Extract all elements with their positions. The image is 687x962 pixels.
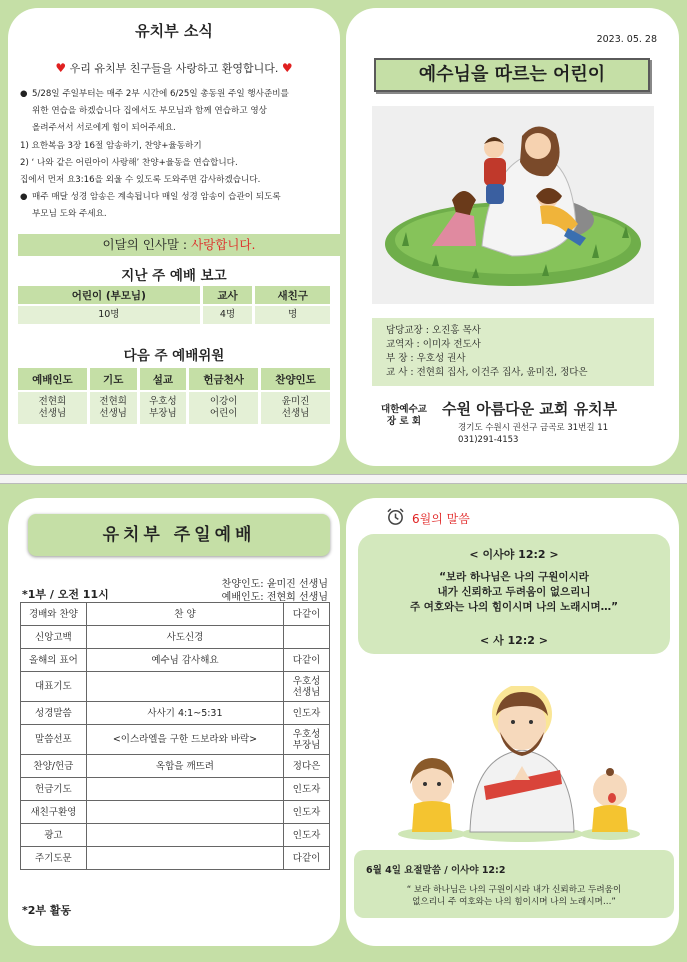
memory-verse-title: 6월 4일 요절말씀 / 이사야 12:2 [366, 865, 506, 876]
service-leader: 인도자 [284, 778, 330, 801]
table-row [21, 672, 330, 702]
heart-icon: ♥ [281, 61, 293, 75]
table-row [21, 603, 330, 626]
service-leader: 정다은 [284, 755, 330, 778]
table-cell: 윤미진 선생님 [261, 392, 330, 424]
denomination: 대한예수교 장 로 회 [381, 404, 427, 427]
page-divider [0, 474, 687, 484]
memory-verse-box [354, 850, 674, 918]
service-item: 올해의 표어 [21, 649, 87, 672]
bulletin-date: 2023. 05. 28 [596, 34, 657, 45]
alarm-clock-icon [386, 507, 405, 526]
table-row [21, 824, 330, 847]
service-item: 헌금기도 [21, 778, 87, 801]
news-panel [8, 8, 340, 466]
staff-line: 교역자 : 이미자 전도사 [386, 339, 481, 350]
service-content: <이스라엘을 구한 드보라와 바락> [86, 725, 283, 755]
table-row [21, 649, 330, 672]
order-of-service-table [20, 602, 330, 870]
staff-line: 담당교장 : 오진홍 목사 [386, 325, 481, 336]
table-cell: 이강이 어린이 [189, 392, 258, 424]
part1-label: *1부 / 오전 11시 [22, 588, 109, 601]
verse-box [358, 534, 670, 654]
service-item: 신앙고백 [21, 626, 87, 649]
verse-ref-bottom: < 사 12:2 > [480, 634, 548, 647]
service-item: 경배와 찬양 [21, 603, 87, 626]
table-cell: 4명 [203, 306, 253, 324]
part2-label: *2부 활동 [22, 904, 72, 917]
service-item: 성경말씀 [21, 702, 87, 725]
table-cell: 명 [255, 306, 330, 324]
church-name: 수원 아름다운 교회 유치부 [442, 400, 618, 418]
cover-banner: 예수님을 따르는 어린이 [374, 58, 650, 92]
table-row [21, 702, 330, 725]
table-header: 새친구 [255, 286, 330, 304]
table-cell: 10명 [18, 306, 200, 324]
table-header: 찬양인도 [261, 368, 330, 390]
welcome-line [8, 60, 340, 76]
worship-leader: 예배인도: 전현희 선생님 [221, 592, 328, 603]
service-content: 찬 양 [86, 603, 283, 626]
greeting-value: 사랑합니다. [191, 237, 256, 252]
service-panel [8, 498, 340, 946]
last-week-table [15, 284, 333, 326]
table-row [21, 755, 330, 778]
service-leader: 우호성 선생님 [284, 672, 330, 702]
service-content [86, 824, 283, 847]
praise-leader: 찬양인도: 윤미진 선생님 [221, 579, 328, 590]
service-content: 옥합을 깨뜨려 [86, 755, 283, 778]
service-content [86, 778, 283, 801]
verse-text: “보라 하나님은 나의 구원이시라 내가 신뢰하고 두려움이 없으리니 주 여호와는 나의 힘이시며 나의 노래시며…” [409, 571, 619, 613]
news-title: 유치부 소식 [135, 22, 213, 40]
welcome-text: 우리 유치부 친구들을 사랑하고 환영합니다. [69, 62, 279, 75]
greeting-label: 이달의 인사말 : [102, 237, 188, 252]
jesus-children-illustration [372, 106, 654, 304]
table-cell: 전현희 선생님 [90, 392, 137, 424]
service-content: 사사기 4:1~5:31 [86, 702, 283, 725]
table-header: 헌금천사 [189, 368, 258, 390]
news-line: 1) 요한복음 3장 16절 암송하기, 찬양+율동하기 [20, 140, 202, 151]
service-content: 사도신경 [86, 626, 283, 649]
service-content [86, 847, 283, 870]
verse-ref-top: < 이사야 12:2 > [469, 548, 559, 561]
praying-jesus-children-illustration [372, 686, 662, 846]
news-line: ● 매주 매달 성경 암송은 계속됩니다 매일 성경 암송이 습관이 되도록 [20, 192, 281, 203]
table-row [21, 626, 330, 649]
last-week-title: 지난 주 예배 보고 [121, 268, 227, 284]
service-content: 예수님 감사해요 [86, 649, 283, 672]
church-address: 경기도 수원시 권선구 금곡로 31번길 11 [458, 423, 609, 433]
news-line: 2) ‘ 나와 같은 어린아이 사랑해’ 찬양+율동을 연습합니다. [20, 157, 238, 168]
news-line: 올려주셔서 서로에게 힘이 되어주세요. [32, 123, 176, 134]
service-leader: 우호성 부장님 [284, 725, 330, 755]
staff-line: 교 사 : 전현희 집사, 이건주 집사, 윤미진, 정다은 [386, 367, 588, 378]
table-row [21, 778, 330, 801]
next-week-title: 다음 주 예배위원 [123, 348, 225, 364]
service-leader: 인도자 [284, 702, 330, 725]
table-header: 기도 [90, 368, 137, 390]
service-content [86, 672, 283, 702]
service-item: 찬양/헌금 [21, 755, 87, 778]
verse-panel [346, 498, 679, 946]
service-leader [284, 626, 330, 649]
service-item: 대표기도 [21, 672, 87, 702]
service-leader: 인도자 [284, 801, 330, 824]
service-item: 새친구환영 [21, 801, 87, 824]
service-item: 주기도문 [21, 847, 87, 870]
cover-panel [346, 8, 679, 466]
service-item: 광고 [21, 824, 87, 847]
staff-line: 부 장 : 우호성 권사 [386, 353, 466, 364]
table-cell: 우호성 부장님 [140, 392, 187, 424]
news-line: 부모님 도와 주세요. [32, 209, 107, 220]
service-content [86, 801, 283, 824]
june-heading: 6월의 말씀 [412, 512, 470, 526]
news-line: 위한 연습을 하겠습니다 집에서도 부모님과 함께 연습하고 영상 [32, 106, 267, 117]
table-row [21, 801, 330, 824]
table-row [21, 847, 330, 870]
service-leader: 인도자 [284, 824, 330, 847]
table-header: 교사 [203, 286, 253, 304]
service-item: 말씀선포 [21, 725, 87, 755]
table-row [21, 725, 330, 755]
service-leader: 다같이 [284, 847, 330, 870]
service-roles [222, 578, 328, 604]
church-contact [458, 422, 608, 446]
church-phone: 031)291-4153 [458, 435, 519, 445]
greeting-bar [18, 234, 340, 256]
table-header: 예배인도 [18, 368, 87, 390]
heart-icon: ♥ [55, 61, 67, 75]
news-list [20, 86, 332, 224]
service-leader: 다같이 [284, 649, 330, 672]
news-line: 집에서 먼저 요3:16을 외울 수 있도록 도와주면 감사하겠습니다. [20, 175, 261, 186]
service-title: 유치부 주일예배 [28, 514, 330, 556]
table-header: 어린이 (부모님) [18, 286, 200, 304]
next-week-table [15, 366, 333, 426]
memory-verse-text: “ 보라 하나님은 나의 구원이시라 내가 신뢰하고 두려움이 없으리니 주 여호와는 나의 힘이시며 나의 노래시며…” [406, 885, 622, 907]
staff-list [372, 318, 654, 386]
table-cell: 전현희 선생님 [18, 392, 87, 424]
table-header: 설교 [140, 368, 187, 390]
service-leader: 다같이 [284, 603, 330, 626]
news-line: ● 5/28일 주일부터는 매주 2부 시간에 6/25일 총동원 주일 행사준비를 [20, 89, 289, 99]
